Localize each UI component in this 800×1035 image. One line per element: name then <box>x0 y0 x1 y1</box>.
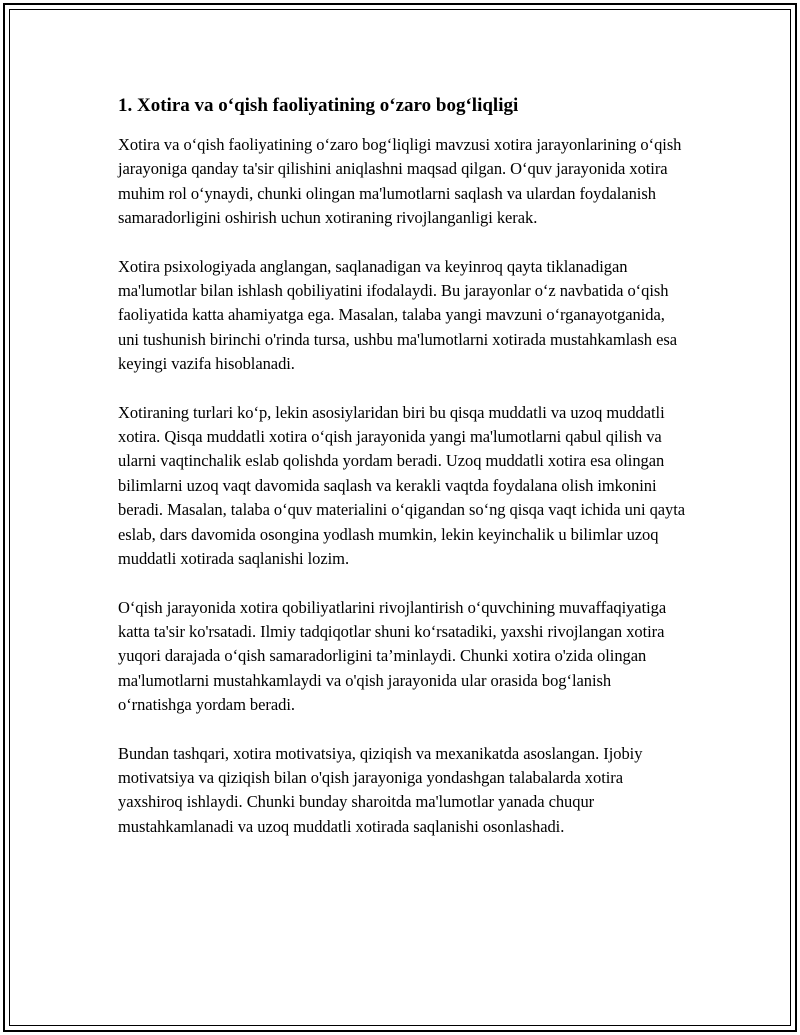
document-body <box>118 93 688 863</box>
paragraph-2: Xotira psixologiyada anglangan, saqlanadigan va keyinroq qayta tiklanadigan ma'lumotlar bilan ishlash qobiliyatini ifodalaydi. Bu jarayonlar o‘z navbatida o‘qish faoliyatida katta ahamiyatga ega. Masalan, talaba yangi mavzuni o‘rganayotganida, uni tushunish birinchi o'rinda tursa, ushbu ma'lumotlarni xotirada mustahkamlash esa keyingi vazifa hisoblanadi. <box>118 256 677 374</box>
paragraph-1: Xotira va o‘qish faoliyatining o‘zaro bog‘liqligi mavzusi xotira jarayonlarining o‘qish jarayoniga qanday ta'sir qilishini aniqlashni maqsad qilgan. O‘quv jarayonida xotira muhim rol o‘ynaydi, chunki olingan ma'lumotlarni saqlash va ulardan foydalanish samaradorligini oshirish uchun xotiraning rivojlanganligi kerak. <box>118 135 682 228</box>
paragraph-4: O‘qish jarayonida xotira qobiliyatlarini rivojlantirish o‘quvchining muvaffaqiyatiga katta ta'sir ko'rsatadi. Ilmiy tadqiqotlar shuni ko‘rsatadiki, yaxshi rivojlangan xotira yuqori darajada o‘qish samaradorligini ta’minlaydi. Chunki xotira o'zida olingan ma'lumotlarni mustahkamlaydi va o'qish jarayonida ular orasida bog‘lanish o‘rnatishga yordam beradi. <box>118 597 667 715</box>
paragraph-3: Xotiraning turlari ko‘p, lekin asosiylaridan biri bu qisqa muddatli va uzoq muddatli xotira. Qisqa muddatli xotira o‘qish jarayonida yangi ma'lumotlarni qabul qilish va ularni vaqtinchalik eslab qolishda yordam beradi. Uzoq muddatli xotira esa olingan bilimlarni uzoq vaqt davomida saqlash va kerakli vaqtda foydalana olish imkonini beradi. Masalan, talaba o‘quv materialini o‘qigandan so‘ng qisqa vaqt ichida uni qayta eslab, dars davomida osongina yodlash mumkin, lekin keyinchalik u bilimlar uzoq muddatli xotirada saqlanishi lozim. <box>118 402 686 569</box>
section-heading: 1. Xotira va o‘qish faoliyatining o‘zaro bog‘liqligi <box>118 95 519 116</box>
paragraph-5: Bundan tashqari, xotira motivatsiya, qiziqish va mexanikatda asoslangan. Ijobiy motivatsiya va qiziqish bilan o'qish jarayoniga yondashgan talabalarda xotira yaxshiroq ishlaydi. Chunki bunday sharoitda ma'lumotlar yanada chuqur mustahkamlanadi va uzoq muddatli xotirada saqlanishi osonlashadi. <box>118 743 643 836</box>
